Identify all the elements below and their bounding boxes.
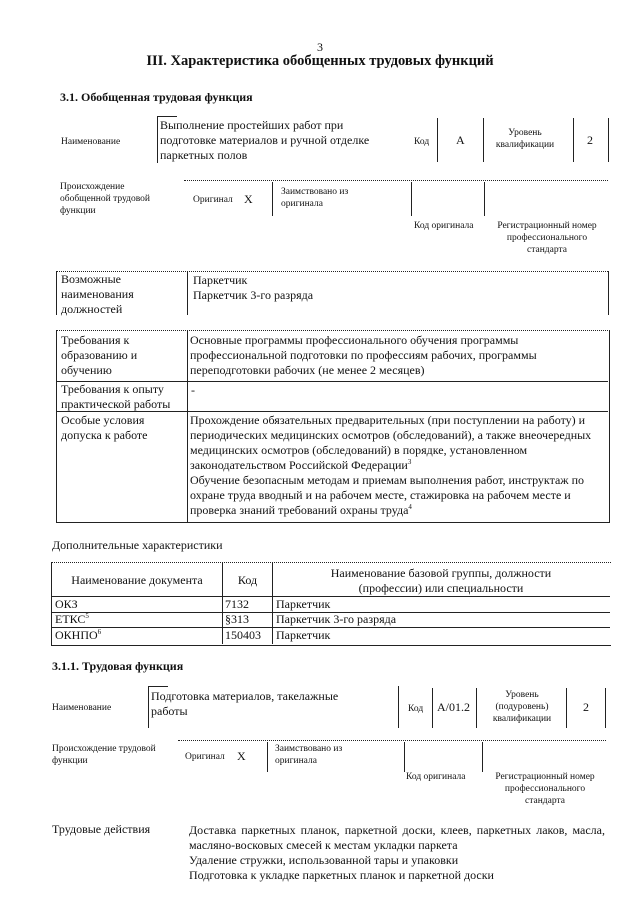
gtf-level-label: Уровень квалификации (495, 128, 555, 150)
col-name-header: Наименование базовой группы, должности (профессии) или специальности (330, 566, 552, 595)
tf-borrowed-label: Заимствовано из оригинала (275, 744, 343, 766)
tf-original-mark: X (237, 749, 246, 763)
list-item: Доставка паркетных планок, паркетной доски, клеев, паркетных лаков, масла, масляно-восковых смесей к местам укладки паркета (189, 823, 605, 852)
gtf-original-mark: X (244, 192, 253, 206)
doc-name: ОКЗ (55, 597, 78, 611)
gtf-origin-label: Происхождение обобщенной трудовой функции (60, 182, 150, 216)
table-row (55, 628, 101, 643)
gtf-name-value: Выполнение простейших работ при подготовке материалов и ручной отделке паркетных полов (160, 118, 370, 162)
tf-reg-number-label: Регистрационный номер профессионального стандарта (495, 772, 595, 806)
special-conditions-value (190, 413, 604, 518)
tf-heading: 3.1.1. Трудовая функция (52, 659, 184, 673)
gtf-borrowed-label: Заимствовано из оригинала (281, 187, 349, 209)
job-titles-label: Возможные наименования должностей (61, 272, 134, 316)
occupation-name: Паркетчик (276, 597, 331, 611)
additional-heading: Дополнительные характеристики (52, 538, 223, 552)
tf-name-label: Наименование (52, 703, 112, 713)
gtf-code-original-label: Код оригинала (414, 221, 474, 231)
doc-name: ОКНПО (55, 628, 98, 642)
tf-name-value: Подготовка материалов, такелажные работы (151, 689, 339, 718)
tf-code-original-label: Код оригинала (406, 772, 466, 782)
doc-code: §313 (225, 612, 249, 626)
tf-level-label: Уровень (подуровень) квалификации (492, 690, 552, 724)
gtf-heading: 3.1. Обобщенная трудовая функция (60, 90, 253, 104)
experience-value: - (191, 383, 195, 397)
col-code-header: Код (237, 573, 258, 587)
list-item: Удаление стружки, использованной тары и упаковки (189, 853, 459, 867)
footnote-3: 3 (407, 458, 412, 466)
special-conditions-text-2: Обучение безопасным методам и приемам выполнения работ, инструктаж по охране труда вводный и на рабочем месте, стажировка на рабочем месте и проверка знаний требований охраны труда (190, 473, 585, 517)
tf-original-label: Оригинал (185, 752, 225, 762)
doc-footnote: 6 (97, 628, 102, 636)
tf-code-value: А/01.2 (437, 700, 470, 714)
gtf-reg-number-label: Регистрационный номер профессионального стандарта (497, 221, 597, 255)
gtf-code-value: А (456, 133, 465, 147)
gtf-code-label: Код (414, 137, 430, 147)
doc-code: 150403 (225, 628, 261, 642)
education-label: Требования к образованию и обучению (61, 333, 138, 377)
doc-name: ЕТКС (55, 612, 86, 626)
tf-origin-label: Происхождение трудовой функции (52, 744, 156, 766)
footnote-4: 4 (408, 503, 412, 511)
page-number: 3 (317, 40, 323, 54)
gtf-level-value: 2 (587, 133, 593, 147)
doc-code: 7132 (225, 597, 249, 611)
actions-label: Трудовые действия (52, 822, 151, 836)
special-conditions-text-1: Прохождение обязательных предварительных (при поступлении на работу) и периодических медицинских осмотров (обследований), а также внеочередных медицинских осмотров (обследований) в порядке, установленном законодательством Российской Федерации (190, 413, 592, 472)
occupation-name: Паркетчик 3-го разряда (276, 612, 397, 626)
col-doc-header: Наименование документа (71, 573, 203, 587)
tf-level-value: 2 (583, 700, 589, 714)
table-row (55, 597, 78, 612)
gtf-original-label: Оригинал (193, 195, 233, 205)
occupation-name: Паркетчик (276, 628, 331, 642)
list-item: Подготовка к укладке паркетных планок и паркетной доски (189, 868, 494, 882)
education-value: Основные программы профессионального обучения программы профессиональной подготовки по профессиям рабочих, программы переподготовки рабочих (не менее 2 месяцев) (190, 333, 537, 377)
gtf-name-label: Наименование (61, 137, 121, 147)
section-title: III. Характеристика обобщенных трудовых функций (146, 53, 494, 69)
table-row (55, 612, 89, 627)
special-conditions-label: Особые условия допуска к работе (61, 413, 148, 442)
job-titles-value: Паркетчик Паркетчик 3-го разряда (193, 273, 314, 302)
tf-code-label: Код (408, 704, 424, 714)
doc-footnote: 5 (85, 612, 89, 620)
experience-label: Требования к опыту практической работы (61, 382, 171, 411)
actions-list (189, 823, 605, 883)
